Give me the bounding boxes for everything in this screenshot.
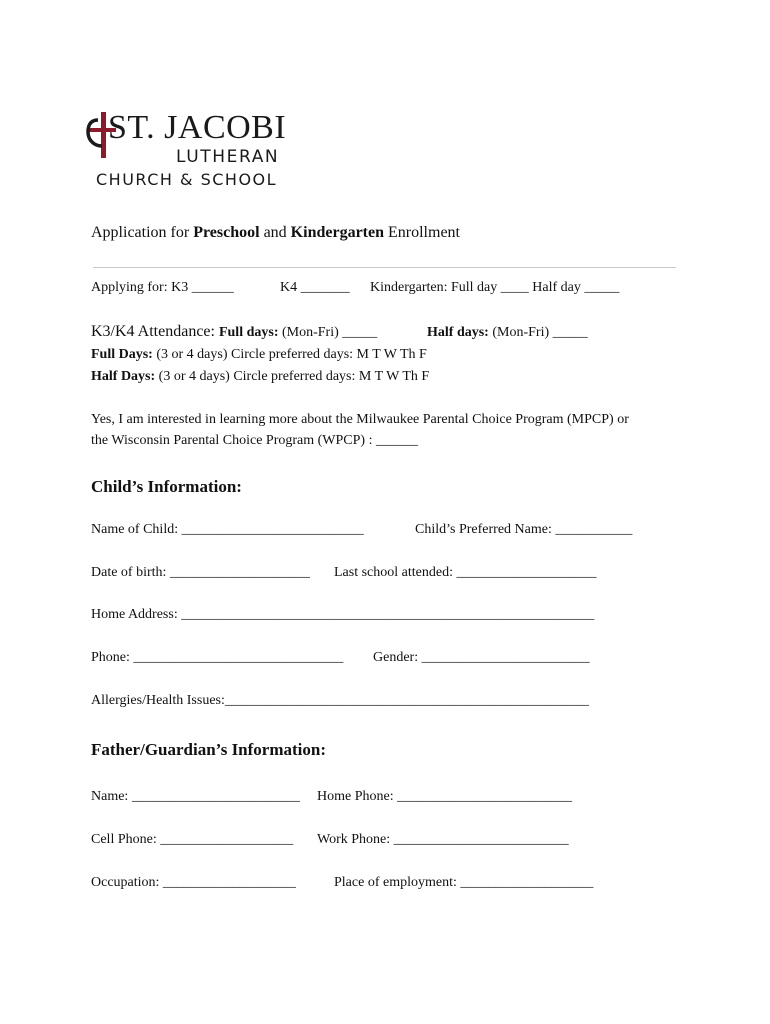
logo-lutheran: LUTHERAN bbox=[176, 147, 280, 167]
gender-field[interactable]: Gender: ________________________ bbox=[373, 650, 590, 665]
father-cell-phone-field[interactable]: Cell Phone: ___________________ bbox=[91, 832, 294, 847]
father-home-phone-field[interactable]: Home Phone: _________________________ bbox=[317, 789, 573, 804]
half-days-preference[interactable]: Half Days: (3 or 4 days) Circle preferred days: M T W Th F bbox=[91, 369, 430, 384]
father-name-field[interactable]: Name: ________________________ bbox=[91, 789, 300, 804]
father-info-heading: Father/Guardian’s Information: bbox=[91, 740, 327, 759]
phone-field[interactable]: Phone: ______________________________ bbox=[91, 650, 344, 665]
home-address-field[interactable]: Home Address: ___________________________________________________________ bbox=[91, 607, 595, 622]
father-occupation-field[interactable]: Occupation: ___________________ bbox=[91, 875, 296, 890]
applying-kindergarten-field[interactable]: Kindergarten: Full day ____ Half day _____ bbox=[370, 280, 620, 295]
full-days-preference[interactable]: Full Days: (3 or 4 days) Circle preferred days: M T W Th F bbox=[91, 347, 427, 362]
choice-program-text: Yes, I am interested in learning more about the Milwaukee Parental Choice Program (MPCP) or bbox=[91, 412, 629, 427]
child-name-field[interactable]: Name of Child: __________________________ bbox=[91, 522, 364, 537]
child-info-heading: Child’s Information: bbox=[91, 477, 242, 496]
logo-name: ST. JACOBI bbox=[108, 109, 287, 146]
choice-program-field[interactable]: the Wisconsin Parental Choice Program (WPCP) : ______ bbox=[91, 433, 418, 448]
logo-church-school: CHURCH & SCHOOL bbox=[96, 170, 278, 189]
attendance-line: K3/K4 Attendance: Full days: (Mon-Fri) _____ bbox=[91, 323, 378, 340]
father-work-phone-field[interactable]: Work Phone: _________________________ bbox=[317, 832, 569, 847]
last-school-field[interactable]: Last school attended: ____________________ bbox=[334, 565, 597, 580]
attendance-half-days[interactable]: Half days: (Mon-Fri) _____ bbox=[427, 325, 588, 340]
date-of-birth-field[interactable]: Date of birth: ____________________ bbox=[91, 565, 310, 580]
father-employment-field[interactable]: Place of employment: ___________________ bbox=[334, 875, 594, 890]
title-divider bbox=[93, 267, 676, 268]
form-title: Application for Preschool and Kindergarten Enrollment bbox=[91, 224, 460, 241]
applying-k3-field[interactable]: Applying for: K3 ______ bbox=[91, 280, 234, 295]
child-preferred-name-field[interactable]: Child’s Preferred Name: ___________ bbox=[415, 522, 633, 537]
allergies-field[interactable]: Allergies/Health Issues:____________________________________________________ bbox=[91, 693, 589, 708]
applying-k4-field[interactable]: K4 _______ bbox=[280, 280, 350, 295]
